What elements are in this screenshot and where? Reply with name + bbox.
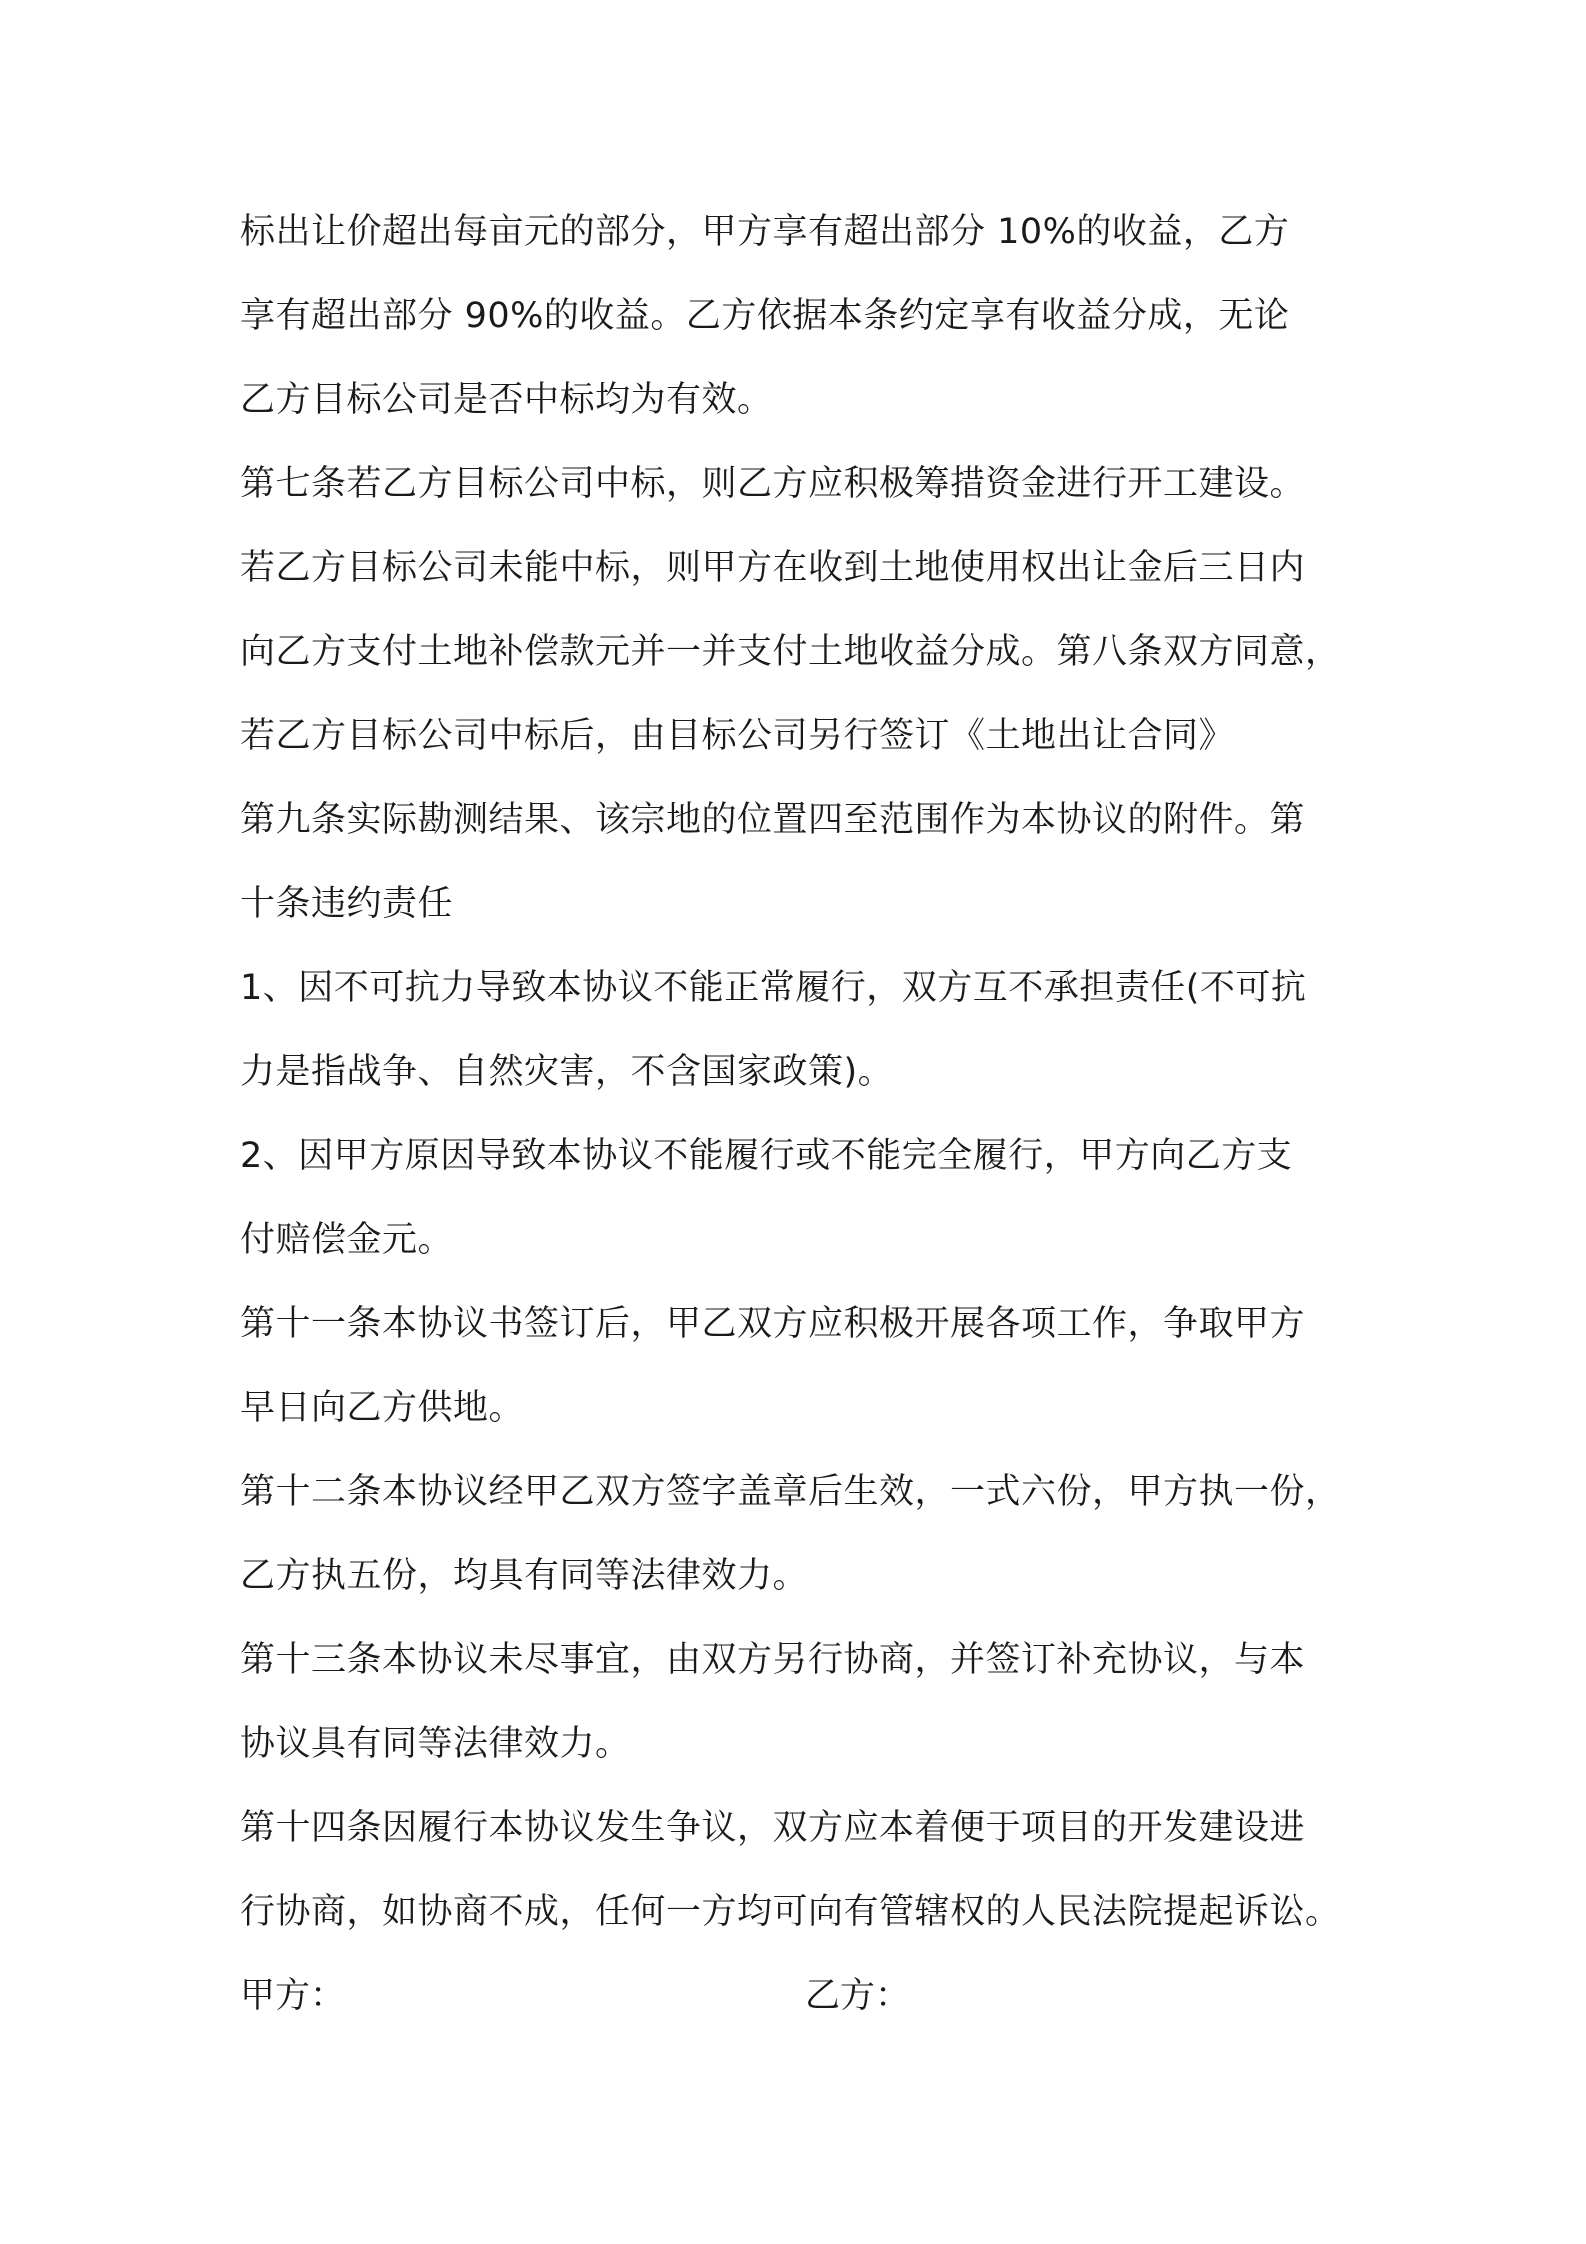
text-line: 乙方执五份，均具有同等法律效力。: [240, 1556, 809, 1596]
text-line: 行协商，如协商不成，任何一方均可向有管辖权的人民法院提起诉讼。: [240, 1892, 1341, 1932]
party-b-signature-label: 乙方：: [805, 1976, 911, 2016]
text-line: 第十一条本协议书签订后，甲乙双方应积极开展各项工作，争取甲方: [240, 1304, 1306, 1344]
text-line: 若乙方目标公司中标后，由目标公司另行签订《土地出让合同》: [240, 716, 1235, 756]
signature-row: [240, 1954, 1360, 2038]
text-line: 第十四条因履行本协议发生争议，双方应本着便于项目的开发建设进: [240, 1808, 1306, 1848]
text-line: 第七条若乙方目标公司中标，则乙方应积极筹措资金进行开工建设。: [240, 464, 1306, 504]
text-line: 力是指战争、自然灾害，不含国家政策)。: [240, 1052, 894, 1092]
text-line: 若乙方目标公司未能中标，则甲方在收到土地使用权出让金后三日内: [240, 548, 1306, 588]
text-line: 付赔偿金元。: [240, 1220, 454, 1260]
document-body: [240, 190, 1360, 2038]
text-line: 第九条实际勘测结果、该宗地的位置四至范围作为本协议的附件。第: [240, 800, 1306, 840]
text-line: 早日向乙方供地。: [240, 1388, 525, 1428]
text-line: 十条违约责任: [240, 884, 454, 924]
text-line: 协议具有同等法律效力。: [240, 1724, 631, 1764]
text-line: 乙方目标公司是否中标均为有效。: [240, 380, 773, 420]
text-line: 享有超出部分 90%的收益。乙方依据本条约定享有收益分成，无论: [240, 296, 1290, 336]
text-line: 向乙方支付土地补偿款元并一并支付土地收益分成。第八条双方同意，: [240, 632, 1341, 672]
text-line: 标出让价超出每亩元的部分，甲方享有超出部分 10%的收益，乙方: [240, 212, 1290, 252]
party-a-signature-label: 甲方：: [240, 1976, 346, 2016]
text-line: 第十三条本协议未尽事宜，由双方另行协商，并签订补充协议，与本: [240, 1640, 1306, 1680]
text-line: 2、因甲方原因导致本协议不能履行或不能完全履行，甲方向乙方支: [240, 1136, 1293, 1176]
text-line: 1、因不可抗力导致本协议不能正常履行，双方互不承担责任(不可抗: [240, 968, 1307, 1008]
text-line: 第十二条本协议经甲乙双方签字盖章后生效，一式六份，甲方执一份，: [240, 1472, 1341, 1512]
